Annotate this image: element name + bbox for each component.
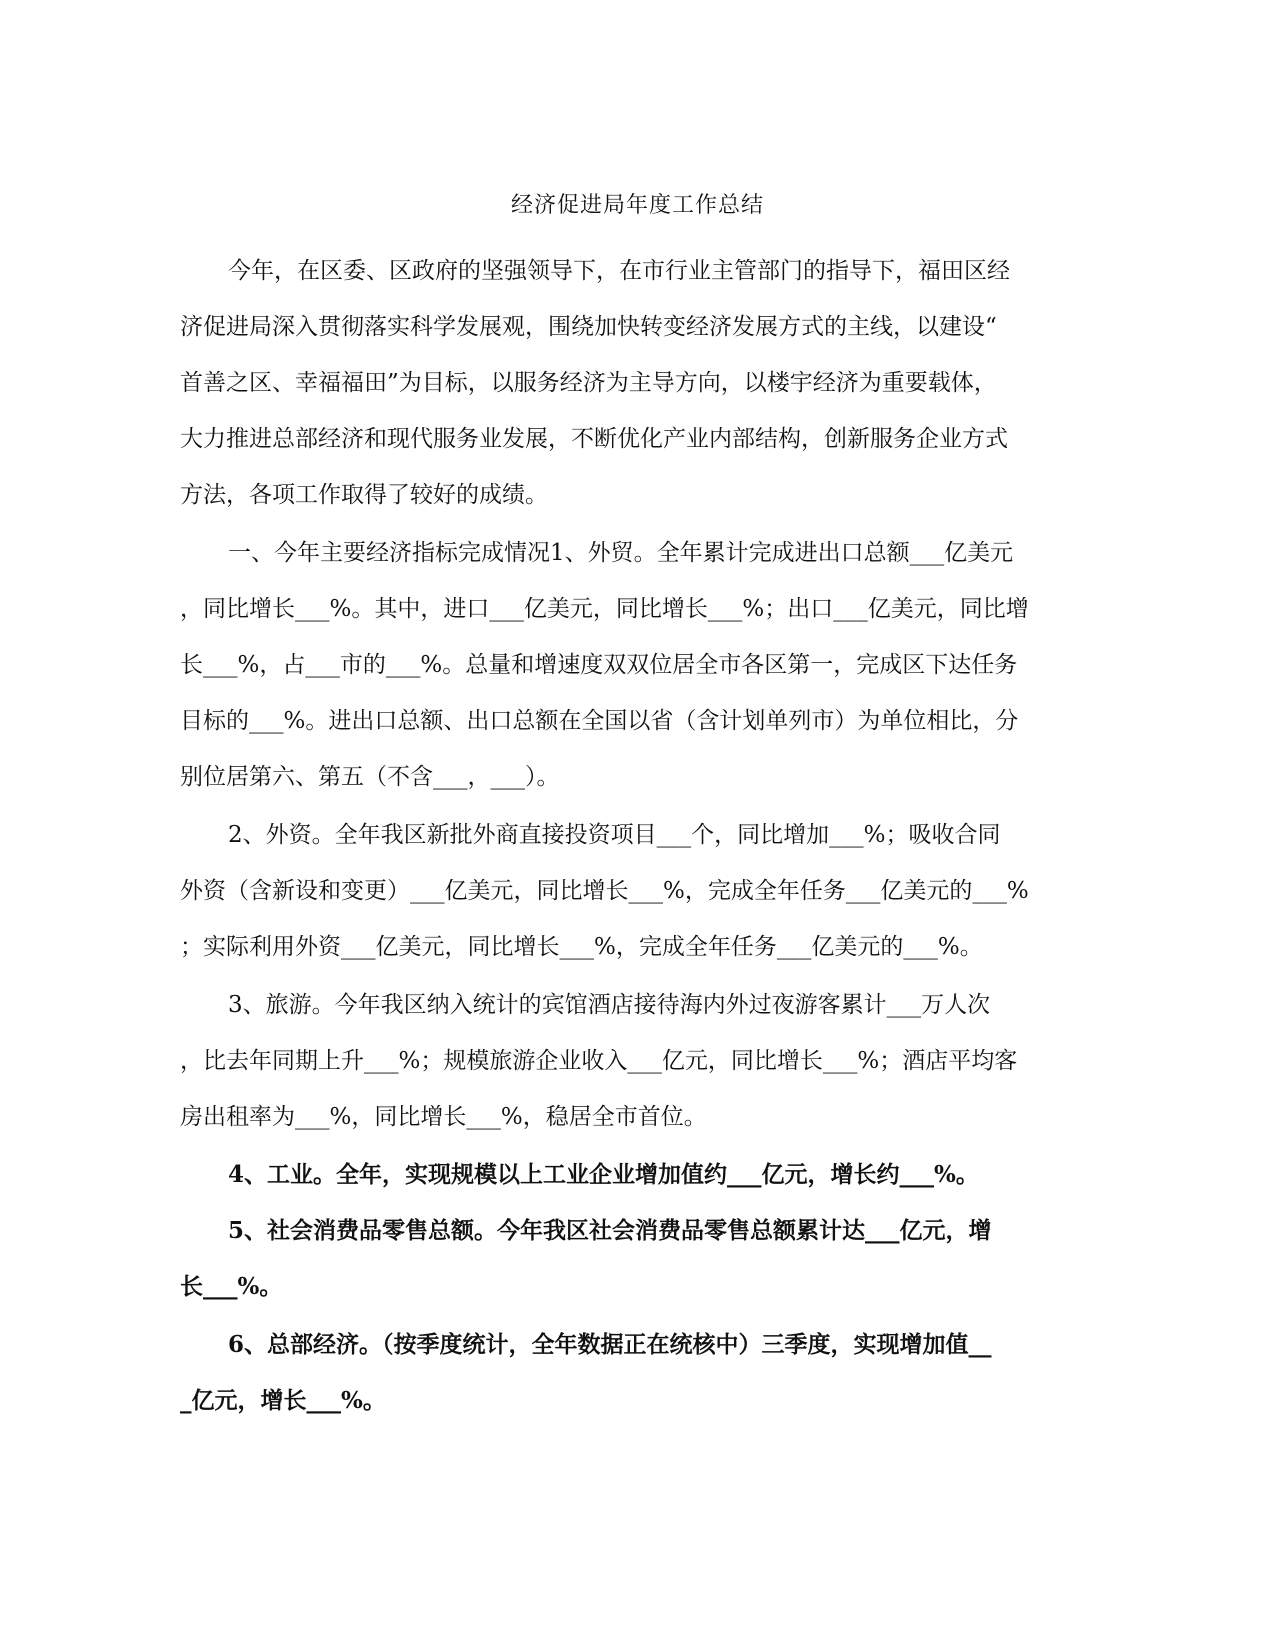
paragraph-line: 2、外资。全年我区新批外商直接投资项目___个，同比增加___%；吸收合同 [228,822,1001,848]
paragraph-line: 首善之区、幸福福田”为目标，以服务经济为主导方向，以楼宇经济为重要载体， [180,370,997,396]
paragraph-line: 房出租率为___%，同比增长___%，稳居全市首位。 [180,1104,707,1130]
paragraph-line: ；实际利用外资___亿美元，同比增长___%，完成全年任务___亿美元的___%。 [180,934,983,960]
paragraph-line: 长___%，占___市的___%。总量和增速度双双位居全市各区第一，完成区下达任务 [180,652,1018,678]
paragraph-line: 济促进局深入贯彻落实科学发展观，围绕加快转变经济发展方式的主线，以建设“ [180,314,997,340]
paragraph-line: 6、总部经济。（按季度统计，全年数据正在统核中）三季度，实现增加值__ [228,1331,992,1358]
paragraph-line: 别位居第六、第五（不含___，___）。 [180,764,560,790]
paragraph-line: 长___%。 [180,1273,283,1300]
paragraph-line: 目标的___%。进出口总额、出口总额在全国以省（含计划单列市）为单位相比，分 [180,708,1019,734]
paragraph-line: 3、旅游。今年我区纳入统计的宾馆酒店接待海内外过夜游客累计___万人次 [228,992,991,1018]
paragraph-line: _亿元，增长___%。 [180,1387,386,1414]
paragraph-line: ，同比增长___%。其中，进口___亿美元，同比增长___%；出口___亿美元，同比增 [180,596,1029,622]
document-title: 经济促进局年度工作总结 [510,193,764,218]
paragraph-line: 外资（含新设和变更）___亿美元，同比增长___%，完成全年任务___亿美元的___% [180,878,1029,904]
paragraph-line: 方法，各项工作取得了较好的成绩。 [180,482,548,508]
paragraph-line: 4、工业。全年，实现规模以上工业企业增加值约___亿元，增长约___%。 [228,1161,979,1188]
paragraph-line: ，比去年同期上升___%；规模旅游企业收入___亿元，同比增长___%；酒店平均客 [180,1048,1018,1074]
paragraph-line: 今年，在区委、区政府的坚强领导下，在市行业主管部门的指导下，福田区经 [228,258,1010,284]
paragraph-line: 一、今年主要经济指标完成情况1、外贸。全年累计完成进出口总额___亿美元 [228,540,1014,566]
paragraph-line: 大力推进总部经济和现代服务业发展，不断优化产业内部结构，创新服务企业方式 [180,426,1008,452]
paragraph-line: 5、社会消费品零售总额。今年我区社会消费品零售总额累计达___亿元，增 [228,1217,992,1244]
